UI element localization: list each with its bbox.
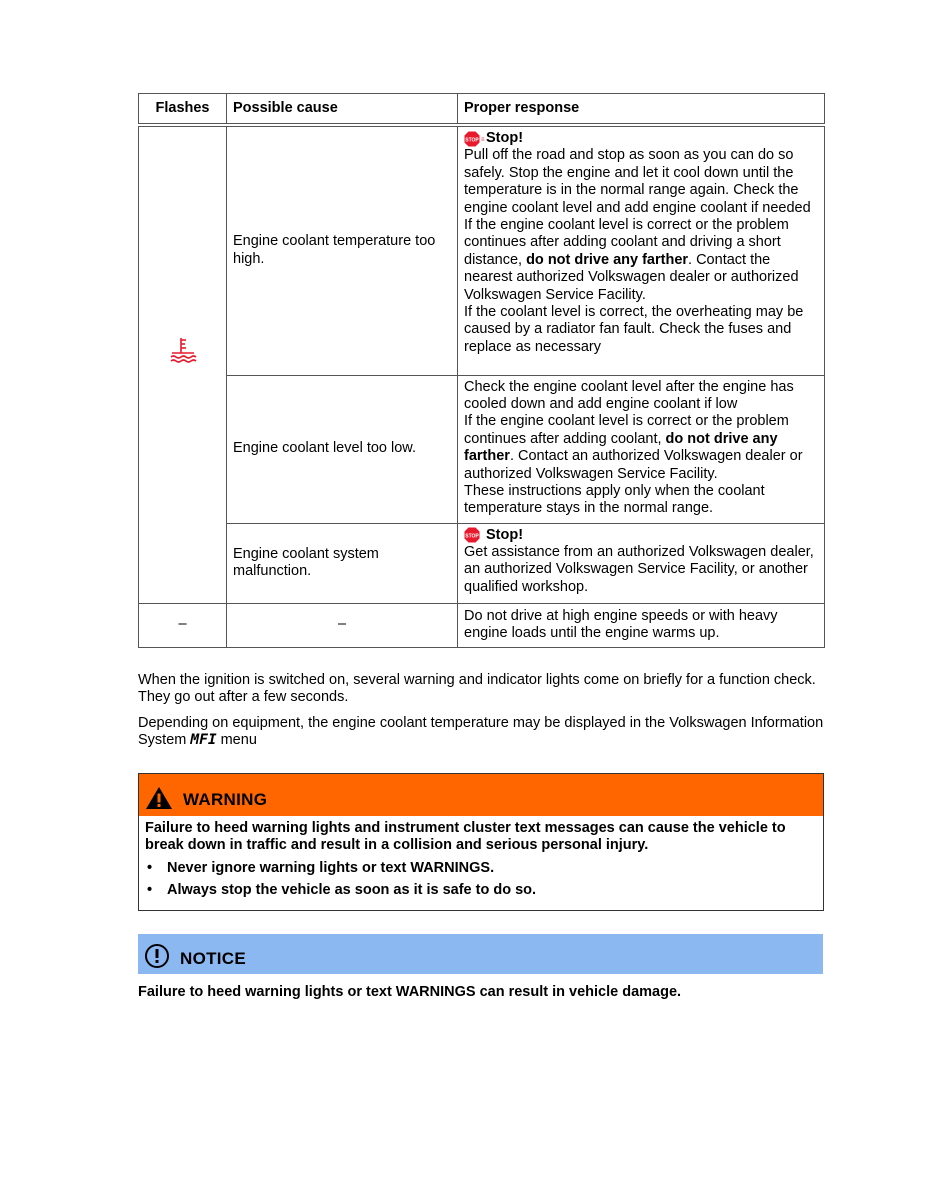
stop-heading <box>464 527 818 544</box>
response-text: Get assistance from an authorized Volkswagen dealer, an authorized Volkswagen Service Facility, or another qualified workshop. <box>464 543 814 595</box>
header-proper-response: Proper response <box>458 94 825 126</box>
warning-list <box>145 860 817 900</box>
response-cell <box>458 375 825 523</box>
header-flashes: Flashes <box>139 94 227 126</box>
svg-text:STOP: STOP <box>465 533 479 540</box>
response-text <box>464 413 818 483</box>
response-text-part: . Contact the nearest authorized Volkswagen dealer or authorized Volkswagen Service Facility. <box>464 251 799 303</box>
intro-text-part: menu <box>216 732 257 749</box>
stop-label: Stop! <box>486 526 524 543</box>
stop-sign-icon <box>464 527 480 543</box>
coolant-temperature-icon <box>168 336 198 369</box>
indicator-table-section <box>138 93 824 648</box>
flash-cell: – <box>139 603 227 647</box>
response-text-part: If the engine coolant level is correct or the problem continues after adding coolant and driving a short distance, <box>464 217 789 268</box>
notice-text: Failure to heed warning lights or text WARNINGS can result in vehicle damage. <box>138 984 682 1000</box>
notice-header <box>138 934 823 974</box>
indicator-table <box>138 93 825 648</box>
intro-paragraph: When the ignition is switched on, several warning and indicator lights come on briefly for a function check. They go out after a few seconds. <box>138 672 816 706</box>
warning-body <box>139 816 823 910</box>
coolant-warning-cell <box>139 125 227 603</box>
table-row <box>139 523 825 603</box>
stop-label: Stop! <box>486 130 524 146</box>
mfi-label: MFI <box>190 732 217 749</box>
warning-triangle-icon <box>145 786 173 810</box>
response-text: If the coolant level is correct, the overheating may be caused by a radiator fan fault. Check the fuses and replace as necessary <box>464 304 804 355</box>
stop-heading <box>464 130 818 147</box>
warning-header <box>139 774 823 816</box>
response-text-part: If the engine coolant level is correct or the problem continues after adding coolant, <box>464 413 789 447</box>
table-row <box>139 125 825 375</box>
intro-paragraph <box>138 715 824 750</box>
warning-bullet: • Never ignore warning lights or text WARNINGS. <box>167 860 817 877</box>
cause-cell: Engine coolant system malfunction. <box>227 523 458 603</box>
response-cell <box>458 523 825 603</box>
table-row <box>139 375 825 523</box>
warning-bullet: • Always stop the vehicle as soon as it is safe to do so. <box>167 882 817 899</box>
cause-cell: Engine coolant level too low. <box>227 375 458 523</box>
cause-cell: Engine coolant temperature too high. <box>227 125 458 375</box>
response-text: Check the engine coolant level after the engine has cooled down and add engine coolant if low <box>464 378 794 412</box>
response-text: Pull off the road and stop as soon as you can do so safely. Stop the engine and let it cool down until the temperature is in the normal range again. Check the engine coolant level and add engine coolant if needed <box>464 147 811 216</box>
response-text: These instructions apply only when the coolant temperature stays in the normal range. <box>464 482 765 517</box>
response-cell: Do not drive at high engine speeds or with heavy engine loads until the engine warms up. <box>458 603 825 647</box>
warning-text: Failure to heed warning lights and instrument cluster text messages can cause the vehicle to break down in traffic and result in a collision and serious personal injury. <box>145 820 786 854</box>
table-row <box>139 603 825 647</box>
svg-text:≡: ≡ <box>481 136 485 143</box>
stop-sign-icon <box>464 131 485 147</box>
response-text-part: . Contact an authorized Volkswagen dealer or authorized Volkswagen Service Facility. <box>464 448 803 482</box>
notice-exclamation-icon <box>144 943 170 969</box>
response-emphasis: do not drive any farther <box>526 251 689 268</box>
cause-cell: – <box>227 603 458 647</box>
warning-title: WARNING <box>183 790 268 809</box>
response-text <box>464 217 818 304</box>
response-emphasis: do not drive any farther <box>464 430 778 465</box>
header-possible-cause: Possible cause <box>227 94 458 126</box>
intro-text <box>138 672 824 750</box>
response-cell <box>458 125 825 375</box>
svg-text:STOP: STOP <box>465 137 479 144</box>
warning-box <box>138 773 824 911</box>
notice-box <box>138 934 823 1001</box>
notice-title: NOTICE <box>180 949 247 968</box>
intro-text-part: Depending on equipment, the engine coolant temperature may be displayed in the Volkswagen Information System <box>138 714 824 749</box>
table-header-row <box>139 94 825 126</box>
